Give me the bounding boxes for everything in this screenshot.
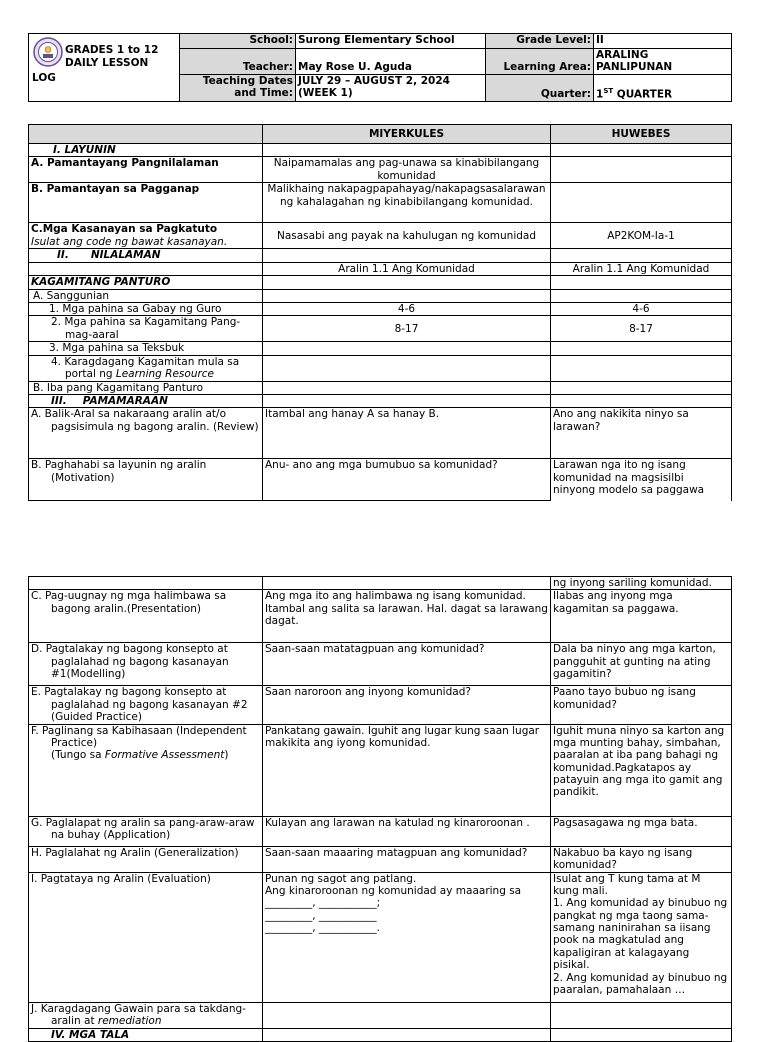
procedure-b-label-cell (29, 459, 263, 501)
resource-a-label: A. Sanggunian (29, 289, 263, 302)
objective-c-label-cell (29, 223, 263, 249)
resource-4-label-cell (29, 355, 263, 381)
resource-4-day2 (551, 355, 732, 381)
pamamaraan-day2 (551, 395, 732, 408)
procedure-i-label: I. Pagtataya ng Aralin (Evaluation) (31, 872, 211, 885)
resource-2-day2: 8-17 (551, 316, 732, 342)
procedure-i-day2-item1: 1. Ang komunidad ay binubuo ng pangkat ng mga taong sama-samang naninirahan sa iisang pook na magkatulad ang kapaligiran at kalagayang pisikal. (553, 897, 728, 972)
quarter-label: Quarter: (486, 74, 594, 101)
procedure-i-day2-instruction: Isulat ang T kung tama at M kung mali. (553, 872, 701, 897)
objective-a-label: A. Pamantayang Pangnilalaman (29, 157, 263, 183)
procedure-g-label-cell (29, 816, 263, 846)
resource-2-label: 2. Mga pahina sa Kagamitang Pang-mag-aaral (51, 316, 241, 341)
procedure-b-day1: Anu- ano ang mga bumubuo sa komunidad? (263, 459, 551, 501)
procedure-i-day1 (263, 872, 551, 1002)
mga-tala-day1 (263, 1028, 551, 1041)
resource-4-label (31, 356, 260, 381)
procedure-f-sublabel-post: ) (224, 749, 229, 762)
procedure-i-day1-blank2: _________, ___________ (265, 909, 377, 922)
header-table (28, 33, 732, 102)
procedure-d-label: D. Pagtalakay ng bagong konsepto at paglalahad ng bagong kasanayan #1(Modelling) (31, 643, 229, 681)
quarter-suffix: ST (603, 86, 614, 95)
procedure-h-day2: Nakabuo ba kayo ng isang komunidad? (551, 846, 732, 872)
resource-1-day1: 4-6 (263, 302, 551, 315)
section-pamamaraan-title: PAMAMARAAN (82, 395, 168, 407)
objective-c-day1: Nasasabi ang payak na kahulugan ng komunidad (263, 223, 551, 249)
procedure-i-day1-instruction: Punan ng sagot ang patlang. (265, 872, 417, 885)
procedure-c-label-cell (29, 590, 263, 643)
resource-a-day1 (263, 289, 551, 302)
deped-seal-icon (33, 37, 63, 67)
procedure-b-day2: Larawan nga ito ng isang komunidad na magsisilbi ninyong modelo sa paggawa (551, 459, 732, 501)
dates-label (180, 74, 296, 101)
content-day2: Aralin 1.1 Ang Komunidad (551, 262, 732, 275)
procedure-e-label: E. Pagtalakay ng bagong konsepto at paglalahad ng bagong kasanayan #2 (Guided Practice) (31, 686, 248, 724)
header-logo-cell (29, 34, 180, 102)
grade-label: Grade Level: (486, 34, 594, 49)
procedure-f-label: F. Paglinang sa Kabihasaan (Independent Practice) (31, 724, 247, 749)
procedure-a-day2: Ano ang nakikita ninyo sa larawan? (551, 408, 732, 459)
procedure-g-day2: Pagsasagawa ng mga bata. (551, 816, 732, 846)
section-layunin: I. LAYUNIN (29, 144, 263, 157)
procedure-j-label-text: J. Karagdagang Gawain para sa takdang-aralin at (31, 1002, 246, 1027)
dates-label-line1: Teaching Dates (202, 74, 293, 87)
quarter-value (594, 74, 732, 101)
procedure-i-day1-blank1: _________, ___________; (265, 897, 381, 910)
procedure-g-label: G. Paglalapat ng aralin sa pang-araw-araw na buhay (Application) (31, 816, 255, 841)
procedure-f-sublabel (31, 749, 260, 761)
dates-label-line2: and Time: (234, 87, 293, 100)
procedure-b-day2-continued: ng inyong sariling komunidad. (551, 577, 732, 590)
section-pamamaraan (29, 395, 263, 408)
doc-title (65, 44, 158, 70)
resource-b-day1 (263, 381, 551, 394)
procedure-i-day1-prompt: Ang kinaroroonan ng komunidad ay maaaring sa (265, 884, 522, 897)
lesson-table-page2 (28, 576, 732, 1042)
teacher-label: Teacher: (180, 49, 296, 75)
teacher-value: May Rose U. Aguda (296, 49, 486, 75)
quarter-word: QUARTER (613, 88, 673, 101)
nilalaman-day2-top (551, 249, 732, 262)
objective-b-label: B. Pamantayan sa Pagganap (29, 183, 263, 223)
pamamaraan-day1 (263, 395, 551, 408)
continuation-label (29, 577, 263, 590)
nilalaman-blank (29, 262, 263, 275)
dates-value-line1: JULY 29 – AUGUST 2, 2024 (298, 74, 450, 87)
objective-c-label: C.Mga Kasanayan sa Pagkatuto (31, 223, 218, 236)
procedure-d-label-cell (29, 643, 263, 686)
resource-b-day2 (551, 381, 732, 394)
area-value-line2: PANLIPUNAN (596, 61, 673, 74)
procedure-d-day2: Dala ba ninyo ang mga karton, pangguhit at gunting na ating gagamitin? (551, 643, 732, 686)
resource-3-day1 (263, 342, 551, 355)
doc-title-line2: DAILY LESSON (65, 57, 149, 70)
procedure-i-day1-blank3: _________, ___________. (265, 922, 381, 934)
procedure-b-label: B. Paghahabi sa layunin ng aralin (Motivation) (31, 459, 207, 484)
content-day1: Aralin 1.1 Ang Komunidad (263, 262, 551, 275)
kagamitan-day1 (263, 276, 551, 289)
procedure-e-label-cell (29, 686, 263, 724)
day1-column-header: MIYERKULES (263, 125, 551, 144)
procedure-e-day2: Paano tayo bubuo ng isang komunidad? (551, 686, 732, 724)
procedure-c-label: C. Pag-uugnay ng mga halimbawa sa bagong aralin.(Presentation) (31, 590, 227, 615)
section-kagamitan: KAGAMITANG PANTURO (29, 276, 263, 289)
resource-4-label-em: Learning Resource (115, 368, 215, 380)
procedure-g-day1: Kulayan ang larawan na katulad ng kinaroroonan . (263, 816, 551, 846)
resource-2-day1: 8-17 (263, 316, 551, 342)
resource-1-label: 1. Mga pahina sa Gabay ng Guro (29, 302, 263, 315)
layunin-day2 (551, 144, 732, 157)
layunin-day1 (263, 144, 551, 157)
procedure-a-day1: Itambal ang hanay A sa hanay B. (263, 408, 551, 459)
grade-value: II (594, 34, 732, 49)
resource-4-day1 (263, 355, 551, 381)
doc-title-line1: GRADES 1 to 12 (65, 44, 159, 56)
procedure-j-day2 (551, 1002, 732, 1028)
doc-title-line3: LOG (32, 72, 56, 84)
procedure-i-label-cell (29, 872, 263, 1002)
procedure-a-label: A. Balik-Aral sa nakaraang aralin at/o pagsisimula ng bagong aralin. (Review) (31, 408, 259, 433)
procedure-f-sublabel-pre: (Tungo sa (51, 749, 105, 762)
resource-3-label: 3. Mga pahina sa Teksbuk (29, 342, 263, 355)
procedure-a-label-cell (29, 408, 263, 459)
continuation-day1 (263, 577, 551, 590)
objective-a-day2 (551, 157, 732, 183)
dates-value-line2: (WEEK 1) (298, 87, 353, 100)
resource-1-day2: 4-6 (551, 302, 732, 315)
section-mga-tala: IV. MGA TALA (29, 1028, 263, 1041)
section-nilalaman-title: NILALAMAN (90, 249, 161, 262)
resource-a-day2 (551, 289, 732, 302)
objective-a-day1: Naipamamalas ang pag-unawa sa kinabibilangang komunidad (263, 157, 551, 183)
resource-2-label-cell (29, 316, 263, 342)
procedure-c-day1: Ang mga ito ang halimbawa ng isang komunidad. Itambal ang salita sa larawan. Hal. dagat sa larawang dagat. (263, 590, 551, 643)
section-nilalaman-number: II. (57, 249, 69, 262)
procedure-e-day1: Saan naroroon ang inyong komunidad? (263, 686, 551, 724)
day2-column-header: HUWEBES (551, 125, 732, 144)
procedure-j-label-em: remediation (97, 1014, 162, 1027)
resource-3-day2 (551, 342, 732, 355)
objective-c-sublabel: Isulat ang code ng bawat kasanayan. (31, 235, 228, 248)
procedure-f-label-cell (29, 724, 263, 816)
procedure-f-day1: Pankatang gawain. Iguhit ang lugar kung saan lugar makikita ang iyong komunidad. (263, 724, 551, 816)
procedure-h-day1: Saan-saan maaaring matagpuan ang komunidad? (263, 846, 551, 872)
nilalaman-day1-top (263, 249, 551, 262)
procedure-j-label-cell (29, 1002, 263, 1028)
quarter-number: 1 (596, 88, 604, 101)
objective-b-day2 (551, 183, 732, 223)
kagamitan-day2 (551, 276, 732, 289)
lesson-table-page1 (28, 124, 732, 501)
resource-b-label: B. Iba pang Kagamitang Panturo (29, 381, 263, 394)
procedure-c-day2: Ilabas ang inyong mga kagamitan sa paggawa. (551, 590, 732, 643)
procedure-f-day2: Iguhit muna ninyo sa karton ang mga munting bahay, simbahan, paaralan at iba pang bahagi ng komunidad.Pagkatapos ay patayuin ang mga ito gamit ang pandikit. (551, 724, 732, 816)
area-value-line1: ARALING (596, 49, 649, 61)
dates-value (296, 74, 486, 101)
procedure-h-label-cell (29, 846, 263, 872)
objective-c-day2: AP2KOM-Ia-1 (551, 223, 732, 249)
objective-b-day1: Malikhaing nakapagpapahayag/nakapagsasalarawan ng kahalagahan ng kinabibilangang komunidad. (263, 183, 551, 223)
mga-tala-day2 (551, 1028, 732, 1041)
school-value: Surong Elementary School (296, 34, 486, 49)
procedure-i-day2-item2: 2. Ang komunidad ay binubuo ng paaralan, pamahalaan … (553, 971, 728, 996)
resource-4-label-text: 4. Karagdagang Kagamitan mula sa portal ng (51, 355, 240, 380)
procedure-i-day2 (551, 872, 732, 1002)
procedure-f-sublabel-em: Formative Assessment (104, 749, 225, 762)
area-value (594, 49, 732, 75)
label-column-header (29, 125, 263, 144)
procedure-d-day1: Saan-saan matatagpuan ang komunidad? (263, 643, 551, 686)
procedure-h-label: H. Paglalahat ng Aralin (Generalization) (31, 846, 239, 859)
school-label: School: (180, 34, 296, 49)
section-nilalaman (29, 249, 263, 262)
area-label: Learning Area: (486, 49, 594, 75)
procedure-j-day1 (263, 1002, 551, 1028)
section-pamamaraan-number: III. (51, 395, 67, 407)
